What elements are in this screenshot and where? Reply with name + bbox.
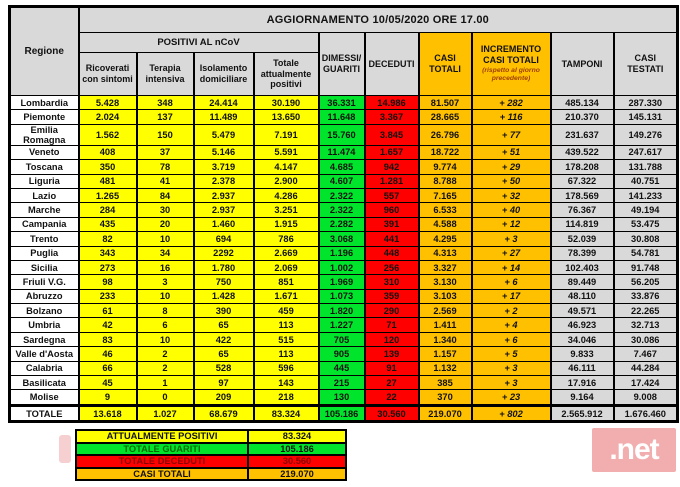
cell-incremento: + 14: [472, 260, 551, 274]
table-row: [10, 289, 678, 303]
total-cell-incremento: + 802: [472, 405, 551, 421]
cell-casi-totali: 2.569: [419, 304, 472, 318]
cell-tamponi: 76.367: [551, 203, 614, 217]
cell-region: Molise: [10, 390, 79, 405]
cell-dimessi-guariti: 1.196: [319, 246, 365, 260]
summary-row-casi-totali: [76, 468, 346, 481]
header-terapia-intensiva: Terapia intensiva: [137, 53, 194, 96]
cell-totale-positivi: 4.147: [254, 160, 319, 174]
cell-casi-totali: 26.796: [419, 124, 472, 145]
cell-region: Basilicata: [10, 376, 79, 390]
summary-value: 83.324: [248, 430, 346, 443]
header-dimessi-line1: DIMESSI/: [321, 53, 362, 64]
cell-casi-totali: 3.103: [419, 289, 472, 303]
cell-incremento: + 77: [472, 124, 551, 145]
cell-ricoverati: 1.562: [79, 124, 137, 145]
cell-terapia-intensiva: 78: [137, 160, 194, 174]
header-deceduti: DECEDUTI: [365, 33, 419, 96]
cell-region: Sardegna: [10, 332, 79, 346]
total-cell-casi-testati: 1.676.460: [614, 405, 678, 421]
cell-casi-totali: 3.327: [419, 260, 472, 274]
cell-totale-positivi: 3.251: [254, 203, 319, 217]
cell-tamponi: 485.134: [551, 96, 614, 110]
header-ricoverati: Ricoverati con sintomi: [79, 53, 137, 96]
cell-dimessi-guariti: 905: [319, 347, 365, 361]
cell-region: Toscana: [10, 160, 79, 174]
cell-casi-testati: 40.751: [614, 174, 678, 188]
table-row: [10, 332, 678, 346]
cell-isolamento: 65: [194, 318, 254, 332]
cell-isolamento: 2.937: [194, 203, 254, 217]
cell-region: Trento: [10, 232, 79, 246]
total-cell-tamponi: 2.565.912: [551, 405, 614, 421]
cell-isolamento: 390: [194, 304, 254, 318]
cell-casi-testati: 56.205: [614, 275, 678, 289]
cell-isolamento: 1.428: [194, 289, 254, 303]
cell-isolamento: 209: [194, 390, 254, 405]
header-dimessi-line2: GUARITI: [323, 64, 360, 74]
cell-incremento: + 6: [472, 332, 551, 346]
total-cell-totale-positivi: 83.324: [254, 405, 319, 421]
cell-deceduti: 942: [365, 160, 419, 174]
total-cell-isolamento: 68.679: [194, 405, 254, 421]
cell-ricoverati: 83: [79, 332, 137, 346]
cell-casi-totali: 28.665: [419, 110, 472, 124]
cell-terapia-intensiva: 348: [137, 96, 194, 110]
cell-terapia-intensiva: 41: [137, 174, 194, 188]
watermark-smudge: [59, 435, 71, 463]
cell-ricoverati: 82: [79, 232, 137, 246]
summary-value: 219.070: [248, 468, 346, 481]
cell-region: Puglia: [10, 246, 79, 260]
cell-tamponi: 89.449: [551, 275, 614, 289]
cell-terapia-intensiva: 16: [137, 260, 194, 274]
cell-ricoverati: 42: [79, 318, 137, 332]
cell-tamponi: 114.819: [551, 217, 614, 231]
cell-dimessi-guariti: 1.227: [319, 318, 365, 332]
cell-casi-totali: 8.788: [419, 174, 472, 188]
cell-casi-testati: 9.008: [614, 390, 678, 405]
total-cell-ricoverati: 13.618: [79, 405, 137, 421]
cell-dimessi-guariti: 11.474: [319, 145, 365, 159]
cell-casi-testati: 145.131: [614, 110, 678, 124]
cell-deceduti: 139: [365, 347, 419, 361]
table-row: [10, 347, 678, 361]
cell-totale-positivi: 851: [254, 275, 319, 289]
cell-totale-positivi: 143: [254, 376, 319, 390]
header-incremento-title: INCREMENTO CASI TOTALI: [480, 44, 542, 66]
cell-dimessi-guariti: 1.969: [319, 275, 365, 289]
cell-totale-positivi: 2.669: [254, 246, 319, 260]
cell-terapia-intensiva: 30: [137, 203, 194, 217]
cell-totale-positivi: 4.286: [254, 188, 319, 202]
summary-row-attualmente-positivi: [76, 430, 346, 443]
cell-casi-totali: 1.340: [419, 332, 472, 346]
cell-terapia-intensiva: 37: [137, 145, 194, 159]
cell-casi-totali: 1.132: [419, 361, 472, 375]
cell-totale-positivi: 786: [254, 232, 319, 246]
cell-incremento: + 3: [472, 232, 551, 246]
cell-terapia-intensiva: 10: [137, 332, 194, 346]
cell-ricoverati: 233: [79, 289, 137, 303]
cell-deceduti: 3.367: [365, 110, 419, 124]
summary-label: TOTALE DECEDUTI: [76, 455, 248, 468]
cell-casi-totali: 1.157: [419, 347, 472, 361]
cell-incremento: + 6: [472, 275, 551, 289]
cell-casi-testati: 149.276: [614, 124, 678, 145]
table-row: [10, 145, 678, 159]
cell-totale-positivi: 113: [254, 318, 319, 332]
header-tamponi: TAMPONI: [551, 33, 614, 96]
total-cell-terapia-intensiva: 1.027: [137, 405, 194, 421]
cell-casi-testati: 54.781: [614, 246, 678, 260]
cell-isolamento: 750: [194, 275, 254, 289]
cell-region: Piemonte: [10, 110, 79, 124]
cell-isolamento: 1.460: [194, 217, 254, 231]
cell-terapia-intensiva: 20: [137, 217, 194, 231]
cell-tamponi: 78.399: [551, 246, 614, 260]
table-row: [10, 275, 678, 289]
table-row: [10, 304, 678, 318]
cell-deceduti: 391: [365, 217, 419, 231]
cell-casi-totali: 4.295: [419, 232, 472, 246]
cell-casi-totali: 7.165: [419, 188, 472, 202]
cell-dimessi-guariti: 4.685: [319, 160, 365, 174]
cell-dimessi-guariti: 15.760: [319, 124, 365, 145]
cell-isolamento: 528: [194, 361, 254, 375]
cell-region: Campania: [10, 217, 79, 231]
cell-casi-testati: 44.284: [614, 361, 678, 375]
cell-tamponi: 439.522: [551, 145, 614, 159]
cell-tamponi: 178.208: [551, 160, 614, 174]
cell-ricoverati: 2.024: [79, 110, 137, 124]
cell-casi-testati: 33.876: [614, 289, 678, 303]
cell-incremento: + 5: [472, 347, 551, 361]
cell-deceduti: 1.281: [365, 174, 419, 188]
cell-incremento: + 51: [472, 145, 551, 159]
cell-isolamento: 5.479: [194, 124, 254, 145]
cell-casi-testati: 91.748: [614, 260, 678, 274]
cell-ricoverati: 284: [79, 203, 137, 217]
cell-region: Friuli V.G.: [10, 275, 79, 289]
cell-isolamento: 11.489: [194, 110, 254, 124]
cell-isolamento: 3.719: [194, 160, 254, 174]
table-row: [10, 174, 678, 188]
cell-totale-positivi: 596: [254, 361, 319, 375]
header-isolamento: Isolamento domiciliare: [194, 53, 254, 96]
cell-tamponi: 9.833: [551, 347, 614, 361]
cell-deceduti: 448: [365, 246, 419, 260]
cell-totale-positivi: 2.069: [254, 260, 319, 274]
cell-totale-positivi: 1.915: [254, 217, 319, 231]
cell-casi-testati: 22.265: [614, 304, 678, 318]
cell-region: Abruzzo: [10, 289, 79, 303]
cell-deceduti: 91: [365, 361, 419, 375]
cell-ricoverati: 350: [79, 160, 137, 174]
table-row: [10, 96, 678, 110]
cell-ricoverati: 61: [79, 304, 137, 318]
table-row: [10, 217, 678, 231]
cell-dimessi-guariti: 1.073: [319, 289, 365, 303]
cell-ricoverati: 408: [79, 145, 137, 159]
update-banner: AGGIORNAMENTO 10/05/2020 ORE 17.00: [79, 7, 678, 33]
cell-ricoverati: 343: [79, 246, 137, 260]
total-cell-deceduti: 30.560: [365, 405, 419, 421]
cell-dimessi-guariti: 4.607: [319, 174, 365, 188]
cell-incremento: + 50: [472, 174, 551, 188]
cell-casi-testati: 247.617: [614, 145, 678, 159]
cell-region: Bolzano: [10, 304, 79, 318]
table-row: [10, 124, 678, 145]
cell-region: Sicilia: [10, 260, 79, 274]
cell-dimessi-guariti: 11.648: [319, 110, 365, 124]
cell-casi-testati: 17.424: [614, 376, 678, 390]
cell-totale-positivi: 13.650: [254, 110, 319, 124]
cell-tamponi: 34.046: [551, 332, 614, 346]
cell-casi-testati: 30.086: [614, 332, 678, 346]
net-watermark: .net: [592, 428, 676, 472]
cell-isolamento: 2.378: [194, 174, 254, 188]
cell-deceduti: 1.657: [365, 145, 419, 159]
cell-incremento: + 2: [472, 304, 551, 318]
cell-casi-totali: 1.411: [419, 318, 472, 332]
cell-deceduti: 3.845: [365, 124, 419, 145]
summary-label: CASI TOTALI: [76, 468, 248, 481]
cell-casi-testati: 131.788: [614, 160, 678, 174]
cell-incremento: + 40: [472, 203, 551, 217]
cell-tamponi: 46.111: [551, 361, 614, 375]
cell-tamponi: 49.571: [551, 304, 614, 318]
cell-tamponi: 9.164: [551, 390, 614, 405]
cell-casi-testati: 49.194: [614, 203, 678, 217]
table-row: [10, 376, 678, 390]
cell-casi-totali: 370: [419, 390, 472, 405]
cell-terapia-intensiva: 1: [137, 376, 194, 390]
cell-terapia-intensiva: 2: [137, 347, 194, 361]
cell-tamponi: 210.370: [551, 110, 614, 124]
cell-casi-totali: 9.774: [419, 160, 472, 174]
cell-deceduti: 22: [365, 390, 419, 405]
cell-incremento: + 3: [472, 361, 551, 375]
cell-casi-testati: 7.467: [614, 347, 678, 361]
table-row: [10, 246, 678, 260]
cell-ricoverati: 66: [79, 361, 137, 375]
cell-totale-positivi: 7.191: [254, 124, 319, 145]
table-body: [10, 96, 678, 422]
header-incremento-note: (rispetto al giorno precedente): [482, 66, 540, 83]
cell-isolamento: 65: [194, 347, 254, 361]
cell-incremento: + 27: [472, 246, 551, 260]
cell-incremento: + 17: [472, 289, 551, 303]
table-row: [10, 110, 678, 124]
cell-deceduti: 71: [365, 318, 419, 332]
cell-deceduti: 557: [365, 188, 419, 202]
cell-casi-testati: 32.713: [614, 318, 678, 332]
cell-dimessi-guariti: 215: [319, 376, 365, 390]
cell-incremento: + 3: [472, 376, 551, 390]
cell-isolamento: 694: [194, 232, 254, 246]
summary-value: 30.560: [248, 455, 346, 468]
cell-ricoverati: 98: [79, 275, 137, 289]
cell-deceduti: 290: [365, 304, 419, 318]
cell-dimessi-guariti: 2.322: [319, 203, 365, 217]
cell-tamponi: 178.569: [551, 188, 614, 202]
cell-tamponi: 48.110: [551, 289, 614, 303]
cell-terapia-intensiva: 34: [137, 246, 194, 260]
header-totale-positivi: Totale attualmente positivi: [254, 53, 319, 96]
cell-incremento: + 4: [472, 318, 551, 332]
cell-casi-totali: 385: [419, 376, 472, 390]
header-positivi-group: POSITIVI AL nCoV: [79, 33, 319, 53]
cell-casi-totali: 6.533: [419, 203, 472, 217]
total-cell-region: TOTALE: [10, 405, 79, 421]
cell-terapia-intensiva: 84: [137, 188, 194, 202]
cell-dimessi-guariti: 705: [319, 332, 365, 346]
cell-totale-positivi: 113: [254, 347, 319, 361]
summary-value: 105.186: [248, 443, 346, 456]
header-incremento: [472, 33, 551, 96]
cell-ricoverati: 9: [79, 390, 137, 405]
cell-ricoverati: 435: [79, 217, 137, 231]
table-row: [10, 232, 678, 246]
total-row: [10, 405, 678, 421]
cell-terapia-intensiva: 137: [137, 110, 194, 124]
cell-tamponi: 17.916: [551, 376, 614, 390]
cell-totale-positivi: 459: [254, 304, 319, 318]
cell-dimessi-guariti: 2.282: [319, 217, 365, 231]
table-row: [10, 203, 678, 217]
cell-dimessi-guariti: 36.331: [319, 96, 365, 110]
header-regione: Regione: [10, 7, 79, 96]
cell-dimessi-guariti: 3.068: [319, 232, 365, 246]
cell-tamponi: 52.039: [551, 232, 614, 246]
table-row: [10, 188, 678, 202]
cell-terapia-intensiva: 6: [137, 318, 194, 332]
cell-ricoverati: 5.428: [79, 96, 137, 110]
cell-deceduti: 14.986: [365, 96, 419, 110]
cell-isolamento: 422: [194, 332, 254, 346]
cell-isolamento: 2.937: [194, 188, 254, 202]
cell-totale-positivi: 5.591: [254, 145, 319, 159]
cell-tamponi: 231.637: [551, 124, 614, 145]
cell-totale-positivi: 218: [254, 390, 319, 405]
cell-incremento: + 29: [472, 160, 551, 174]
cell-casi-testati: 53.475: [614, 217, 678, 231]
cell-casi-totali: 3.130: [419, 275, 472, 289]
cell-deceduti: 120: [365, 332, 419, 346]
cell-region: Marche: [10, 203, 79, 217]
cell-isolamento: 97: [194, 376, 254, 390]
cell-region: Veneto: [10, 145, 79, 159]
cell-totale-positivi: 515: [254, 332, 319, 346]
header-casi-totali: CASI TOTALI: [419, 33, 472, 96]
summary-table: [75, 429, 347, 481]
cell-dimessi-guariti: 1.002: [319, 260, 365, 274]
cell-deceduti: 310: [365, 275, 419, 289]
cell-ricoverati: 273: [79, 260, 137, 274]
total-cell-dimessi-guariti: 105.186: [319, 405, 365, 421]
summary-label: ATTUALMENTE POSITIVI: [76, 430, 248, 443]
header-dimessi-guariti: [319, 33, 365, 96]
cell-deceduti: 256: [365, 260, 419, 274]
cell-terapia-intensiva: 10: [137, 289, 194, 303]
cell-region: Liguria: [10, 174, 79, 188]
cell-casi-testati: 141.233: [614, 188, 678, 202]
cell-incremento: + 282: [472, 96, 551, 110]
cell-ricoverati: 45: [79, 376, 137, 390]
cell-region: Lombardia: [10, 96, 79, 110]
cell-isolamento: 24.414: [194, 96, 254, 110]
covid-region-table: [8, 5, 679, 423]
summary-row-totale-guariti: [76, 443, 346, 456]
cell-region: Lazio: [10, 188, 79, 202]
cell-deceduti: 27: [365, 376, 419, 390]
cell-terapia-intensiva: 10: [137, 232, 194, 246]
cell-incremento: + 32: [472, 188, 551, 202]
cell-terapia-intensiva: 3: [137, 275, 194, 289]
cell-casi-totali: 81.507: [419, 96, 472, 110]
summary-body: [76, 430, 346, 480]
cell-ricoverati: 1.265: [79, 188, 137, 202]
cell-tamponi: 102.403: [551, 260, 614, 274]
cell-totale-positivi: 2.900: [254, 174, 319, 188]
cell-isolamento: 5.146: [194, 145, 254, 159]
cell-deceduti: 441: [365, 232, 419, 246]
cell-incremento: + 23: [472, 390, 551, 405]
cell-deceduti: 960: [365, 203, 419, 217]
cell-casi-testati: 30.808: [614, 232, 678, 246]
cell-totale-positivi: 1.671: [254, 289, 319, 303]
cell-casi-totali: 4.588: [419, 217, 472, 231]
cell-dimessi-guariti: 445: [319, 361, 365, 375]
summary-row-totale-deceduti: [76, 455, 346, 468]
cell-terapia-intensiva: 0: [137, 390, 194, 405]
cell-casi-totali: 4.313: [419, 246, 472, 260]
cell-terapia-intensiva: 150: [137, 124, 194, 145]
cell-casi-totali: 18.722: [419, 145, 472, 159]
table-row: [10, 390, 678, 405]
table-row: [10, 260, 678, 274]
cell-dimessi-guariti: 130: [319, 390, 365, 405]
total-cell-casi-totali: 219.070: [419, 405, 472, 421]
header-casi-testati: CASI TESTATI: [614, 33, 678, 96]
cell-dimessi-guariti: 1.820: [319, 304, 365, 318]
cell-ricoverati: 46: [79, 347, 137, 361]
cell-region: Umbria: [10, 318, 79, 332]
cell-ricoverati: 481: [79, 174, 137, 188]
cell-tamponi: 46.923: [551, 318, 614, 332]
cell-isolamento: 2292: [194, 246, 254, 260]
cell-dimessi-guariti: 2.322: [319, 188, 365, 202]
cell-terapia-intensiva: 2: [137, 361, 194, 375]
cell-incremento: + 116: [472, 110, 551, 124]
table-row: [10, 318, 678, 332]
summary-label: TOTALE GUARITI: [76, 443, 248, 456]
cell-region: Emilia Romagna: [10, 124, 79, 145]
cell-region: Valle d'Aosta: [10, 347, 79, 361]
cell-casi-testati: 287.330: [614, 96, 678, 110]
table-row: [10, 160, 678, 174]
cell-terapia-intensiva: 8: [137, 304, 194, 318]
table-row: [10, 361, 678, 375]
cell-region: Calabria: [10, 361, 79, 375]
cell-tamponi: 67.322: [551, 174, 614, 188]
cell-isolamento: 1.780: [194, 260, 254, 274]
cell-deceduti: 359: [365, 289, 419, 303]
cell-incremento: + 12: [472, 217, 551, 231]
cell-totale-positivi: 30.190: [254, 96, 319, 110]
